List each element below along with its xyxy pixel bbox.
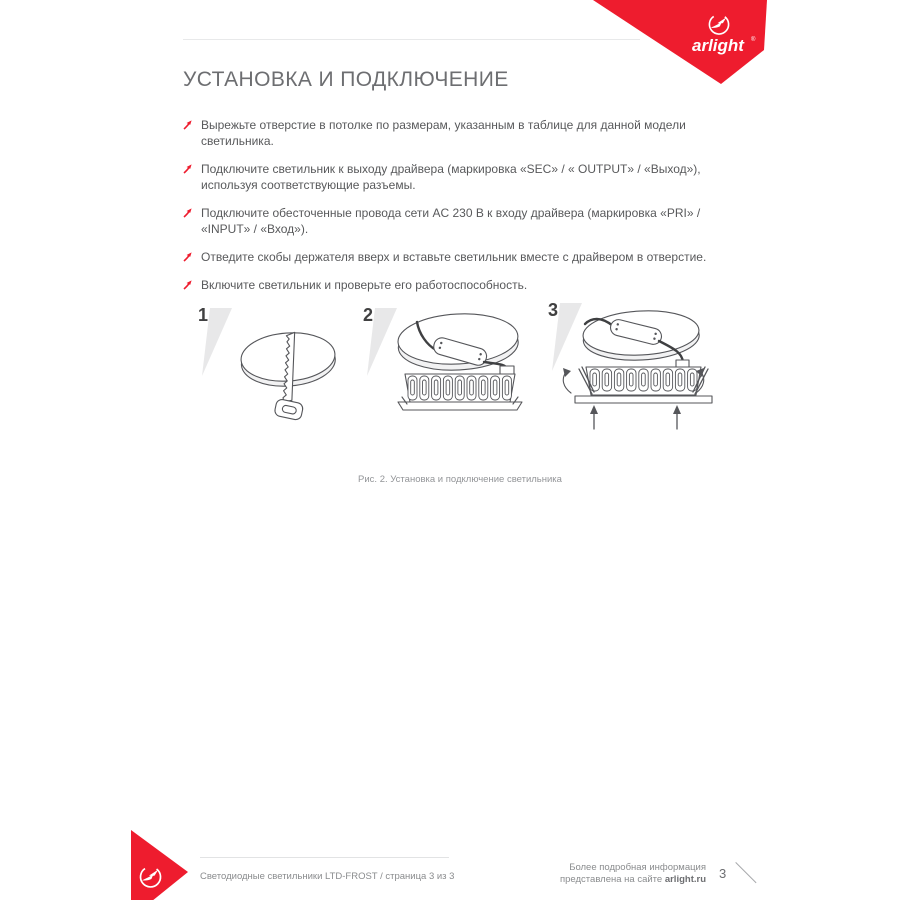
instruction-text: Отведите скобы держателя вверх и вставьте светильник вместе с драйвером в отверстие. (201, 250, 707, 264)
page-title: УСТАНОВКА И ПОДКЛЮЧЕНИЕ (183, 68, 509, 91)
instruction-text: Подключите светильник к выходу драйвера (маркировка «SEC» / « OUTPUT» / «Выход»), используя соответствующие разъемы. (201, 162, 701, 192)
footer-more-info-line1: Более подробная информация (569, 862, 706, 873)
footer-brand-corner (118, 826, 200, 900)
step-number-flag (195, 300, 239, 382)
step-number: 3 (548, 300, 559, 320)
corner-slash-mark (735, 862, 756, 883)
step-number: 2 (363, 305, 374, 325)
step-number: 1 (198, 305, 209, 325)
instruction-item (183, 161, 743, 193)
footer-more-info-line2 (560, 874, 706, 886)
instruction-item (183, 249, 743, 265)
footer-document-info: Светодиодные светильники LTD-FROST / страница 3 из 3 (200, 871, 455, 882)
footer-site-prefix: представлена на сайте (560, 874, 665, 885)
brand-wordmark: arlight (692, 36, 744, 55)
red-arrow-bullet-icon (183, 164, 192, 174)
registered-mark: ® (751, 37, 756, 43)
instruction-text: Подключите обесточенные провода сети AC 230 В к входу драйвера (маркировка «PRI» / «INPUT» / «Вход»). (201, 206, 701, 236)
instruction-text: Вырежьте отверстие в потолке по размерам, указанным в таблице для данной модели светильника. (201, 118, 686, 148)
footer-more-info (560, 862, 706, 886)
red-arrow-bullet-icon (183, 252, 192, 262)
instruction-item (183, 117, 743, 149)
figure-step-1 (195, 300, 345, 435)
header-divider (183, 39, 640, 40)
figure-step-3 (545, 295, 723, 437)
step-number-flag (360, 300, 404, 382)
red-arrow-bullet-icon (183, 208, 192, 218)
red-arrow-bullet-icon (183, 120, 192, 130)
page-number: 3 (719, 866, 727, 881)
instruction-item (183, 205, 743, 237)
figure-caption: Рис. 2. Установка и подключение светильника (358, 474, 562, 485)
footer-divider (200, 857, 449, 858)
red-arrow-bullet-icon (183, 280, 192, 290)
footer-site-url: arlight.ru (664, 874, 706, 885)
corner-triangle (131, 830, 188, 900)
instruction-item (183, 277, 743, 293)
instruction-list (183, 117, 743, 305)
instruction-text: Включите светильник и проверьте его работоспособность. (201, 278, 528, 292)
brand-pennant (590, 0, 770, 92)
figure-step-2 (360, 300, 530, 435)
step-number-flag (545, 295, 589, 377)
